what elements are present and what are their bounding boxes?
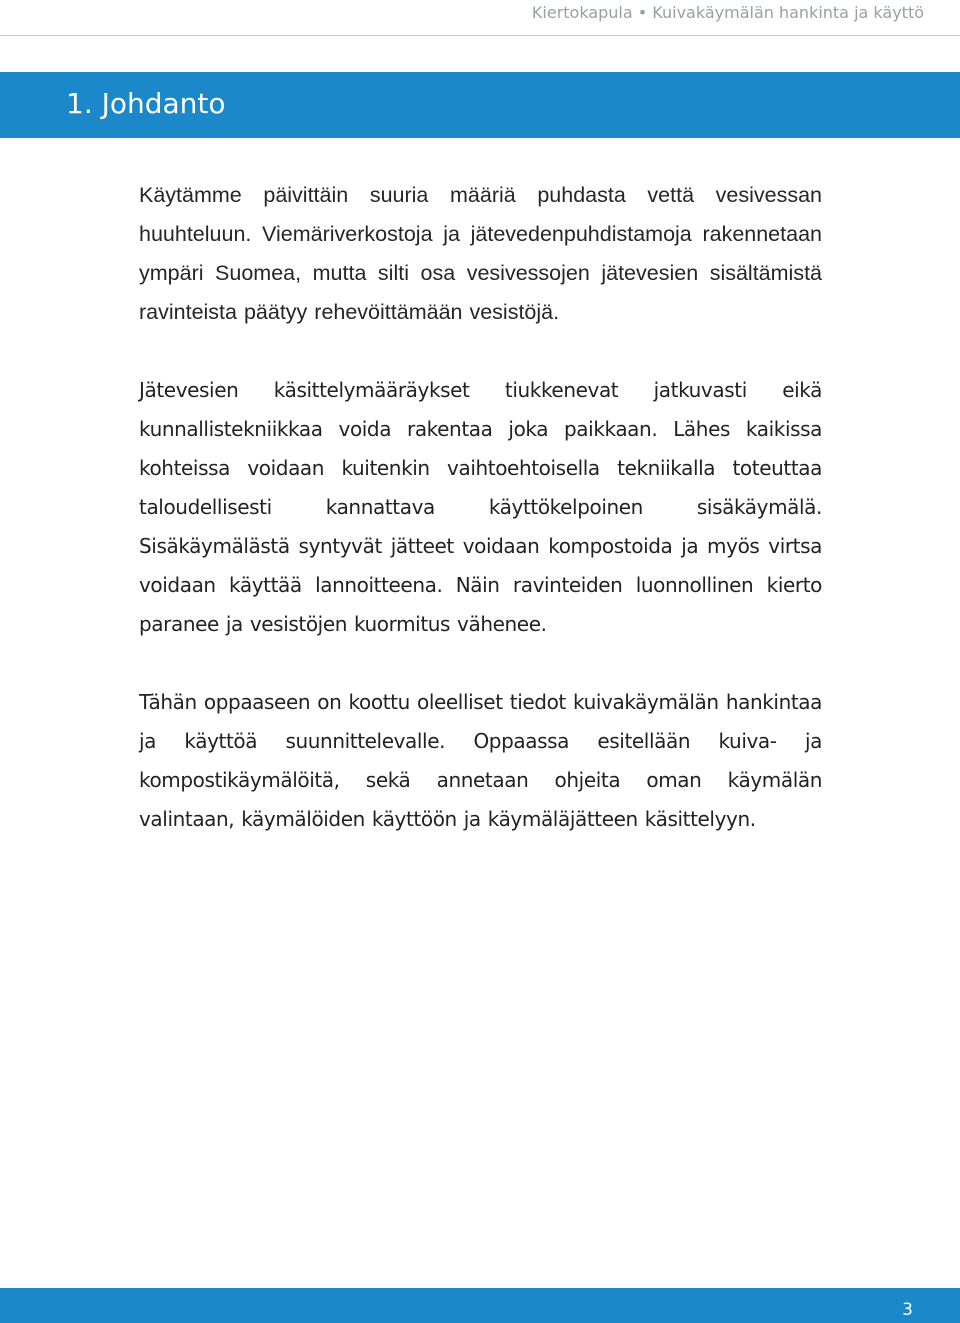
paragraph-regulations: Jätevesien käsittelymääräykset tiukkenevat jatkuvasti eikä kunnallistekniikkaa voida rakentaa joka paikkaan. Lähes kaikissa kohteissa voidaan kuitenkin vaihtoehtoisella tekniikalla toteuttaa taloudellisesti kannattava käyttökelpoinen sisäkäymälä. Sisäkäymälästä syntyvät jätteet voidaan kompostoida ja myös virtsa voidaan käyttää lannoitteena. Näin ravinteiden luonnollinen kierto paranee ja vesistöjen kuormitus vähenee. xyxy=(139,378,822,636)
body-text xyxy=(139,176,822,839)
section-title: 1. Johdanto xyxy=(66,87,226,120)
running-header xyxy=(0,0,960,36)
running-header-title: Kiertokapula • Kuivakäymälän hankinta ja käyttö xyxy=(531,3,924,22)
page-number: 3 xyxy=(902,1300,913,1320)
paragraph-intro: Käytämme päivittäin suuria määriä puhdasta vettä vesivessan huuhteluun. Viemäriverkostoja ja jätevedenpuhdistamoja rakennetaan ympäri Suomea, mutta silti osa vesivessojen jätevesien sisältämistä ravinteista päätyy rehevöittämään vesistöjä. xyxy=(139,183,822,324)
paragraph-guide-contents: Tähän oppaaseen on koottu oleelliset tiedot kuivakäymälän hankintaa ja käyttöä suunnittelevalle. Oppaassa esitellään kuiva- ja kompostikäymälöitä, sekä annetaan ohjeita oman käymälän valintaan, käymälöiden käyttöön ja käymäläjätteen käsittelyyn. xyxy=(139,690,822,831)
section-heading-band xyxy=(0,72,960,138)
footer-band xyxy=(0,1288,960,1323)
